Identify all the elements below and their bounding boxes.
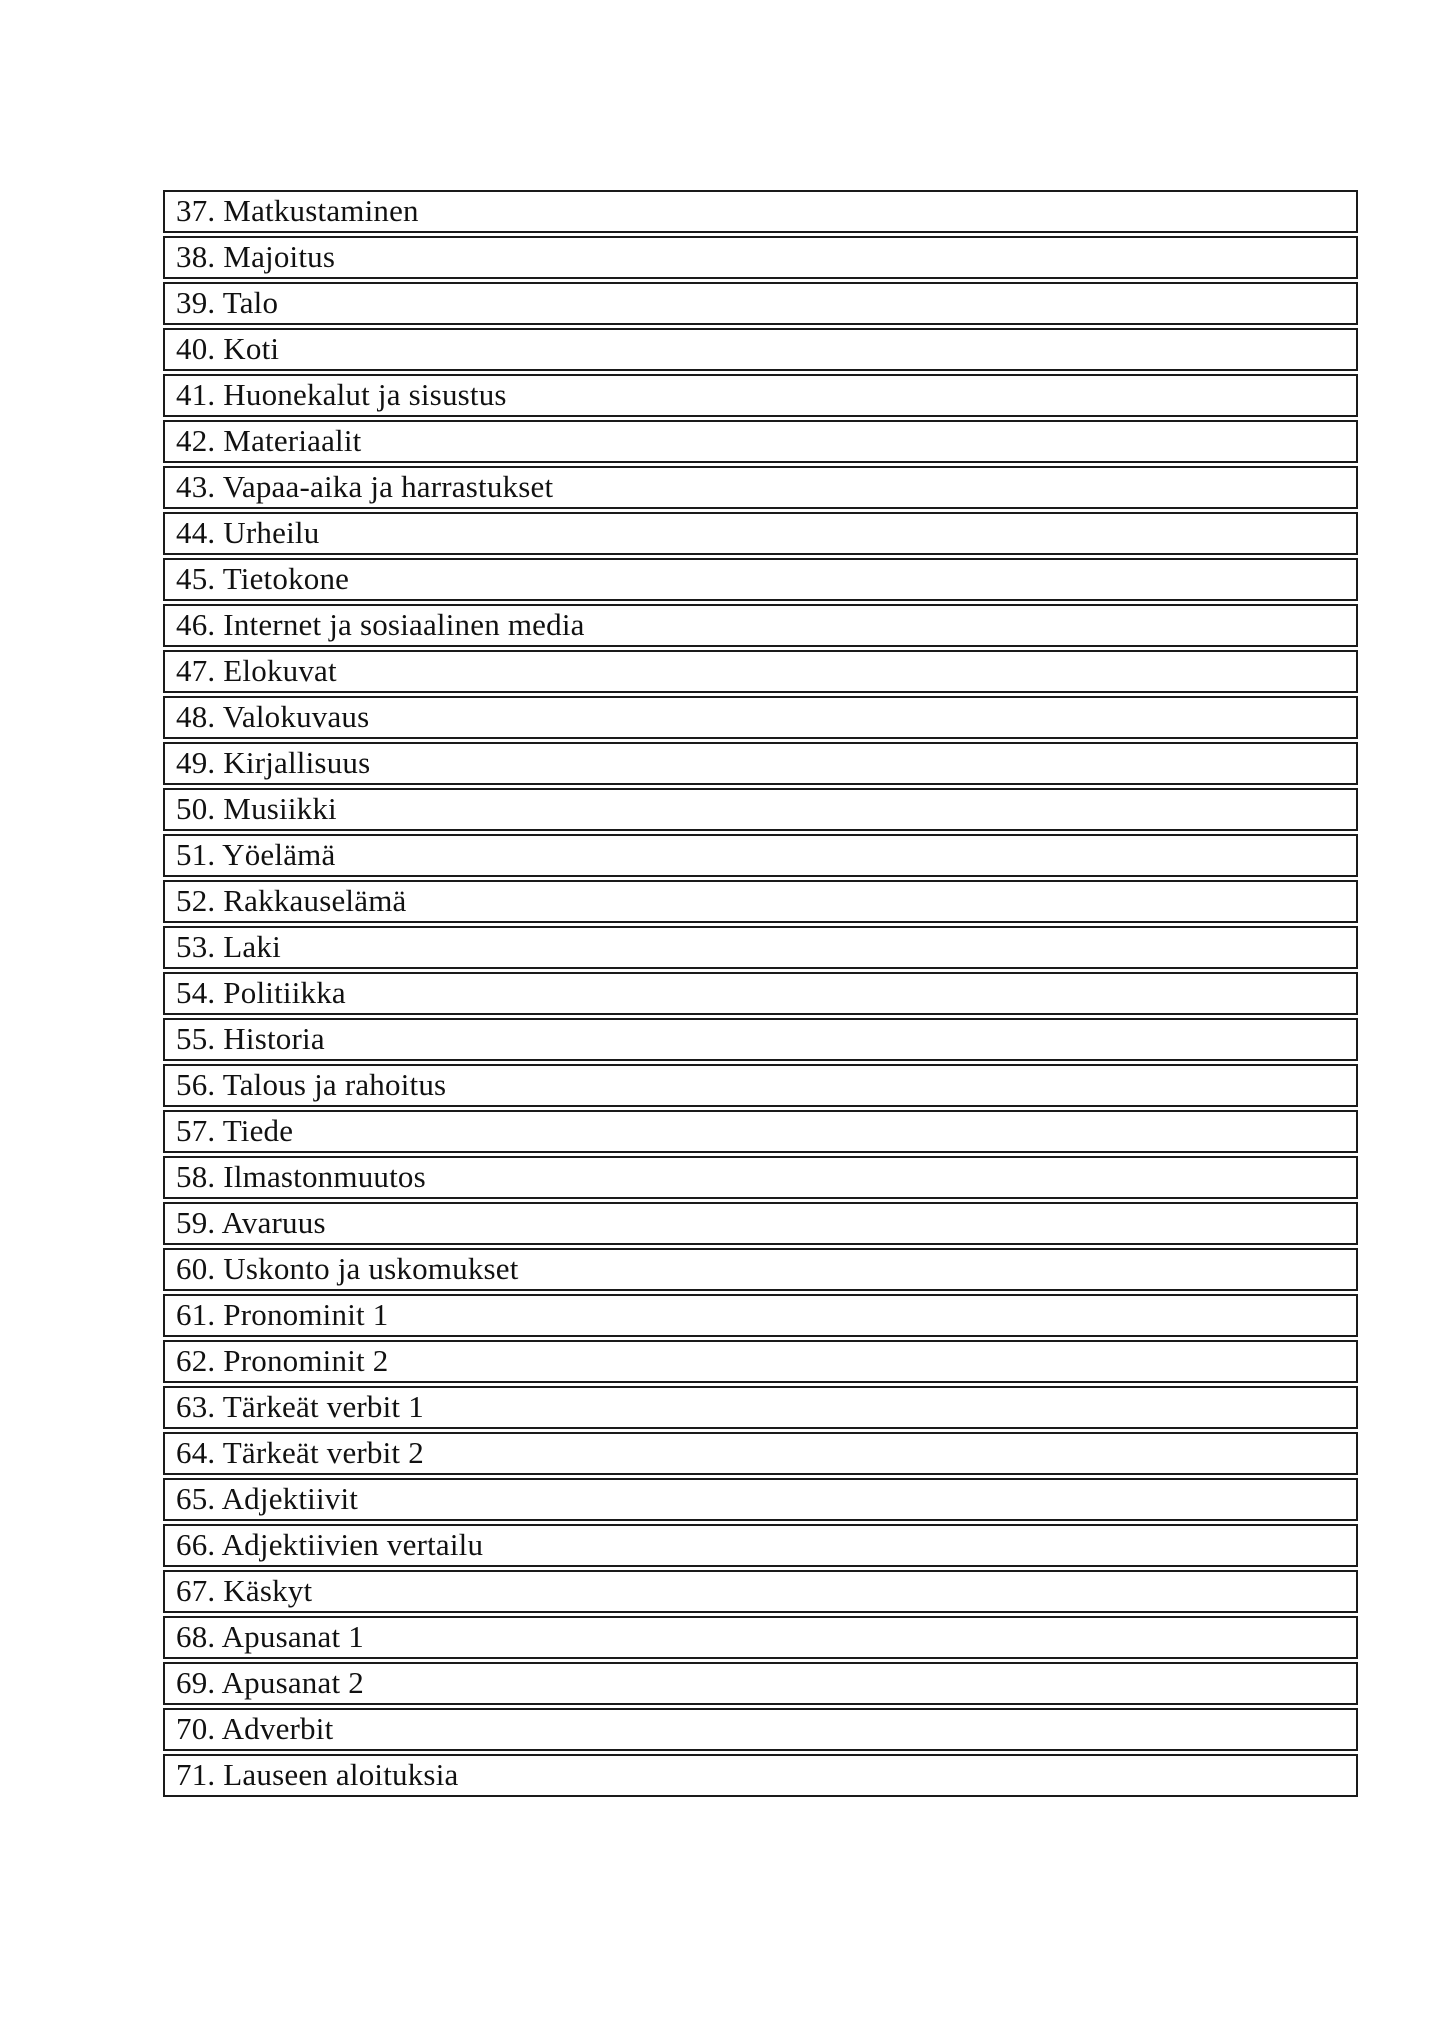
toc-row: 41. Huonekalut ja sisustus — [163, 374, 1358, 417]
toc-table — [163, 190, 1358, 1797]
toc-row: 38. Majoitus — [163, 236, 1358, 279]
toc-row: 51. Yöelämä — [163, 834, 1358, 877]
toc-row: 63. Tärkeät verbit 1 — [163, 1386, 1358, 1429]
toc-row: 50. Musiikki — [163, 788, 1358, 831]
toc-row: 70. Adverbit — [163, 1708, 1358, 1751]
toc-row: 66. Adjektiivien vertailu — [163, 1524, 1358, 1567]
toc-row: 62. Pronominit 2 — [163, 1340, 1358, 1383]
toc-row: 40. Koti — [163, 328, 1358, 371]
toc-row: 46. Internet ja sosiaalinen media — [163, 604, 1358, 647]
toc-row: 54. Politiikka — [163, 972, 1358, 1015]
toc-row: 44. Urheilu — [163, 512, 1358, 555]
toc-row: 64. Tärkeät verbit 2 — [163, 1432, 1358, 1475]
toc-row: 65. Adjektiivit — [163, 1478, 1358, 1521]
toc-row: 67. Käskyt — [163, 1570, 1358, 1613]
toc-row: 61. Pronominit 1 — [163, 1294, 1358, 1337]
toc-row: 48. Valokuvaus — [163, 696, 1358, 739]
toc-row: 58. Ilmastonmuutos — [163, 1156, 1358, 1199]
toc-row: 49. Kirjallisuus — [163, 742, 1358, 785]
toc-row: 47. Elokuvat — [163, 650, 1358, 693]
toc-row: 37. Matkustaminen — [163, 190, 1358, 233]
toc-row: 53. Laki — [163, 926, 1358, 969]
toc-row: 45. Tietokone — [163, 558, 1358, 601]
toc-row: 71. Lauseen aloituksia — [163, 1754, 1358, 1797]
toc-row: 59. Avaruus — [163, 1202, 1358, 1245]
toc-row: 39. Talo — [163, 282, 1358, 325]
toc-row: 43. Vapaa-aika ja harrastukset — [163, 466, 1358, 509]
toc-row: 60. Uskonto ja uskomukset — [163, 1248, 1358, 1291]
toc-row: 69. Apusanat 2 — [163, 1662, 1358, 1705]
toc-row: 56. Talous ja rahoitus — [163, 1064, 1358, 1107]
toc-row: 57. Tiede — [163, 1110, 1358, 1153]
toc-row: 55. Historia — [163, 1018, 1358, 1061]
toc-row: 68. Apusanat 1 — [163, 1616, 1358, 1659]
toc-row: 42. Materiaalit — [163, 420, 1358, 463]
toc-row: 52. Rakkauselämä — [163, 880, 1358, 923]
